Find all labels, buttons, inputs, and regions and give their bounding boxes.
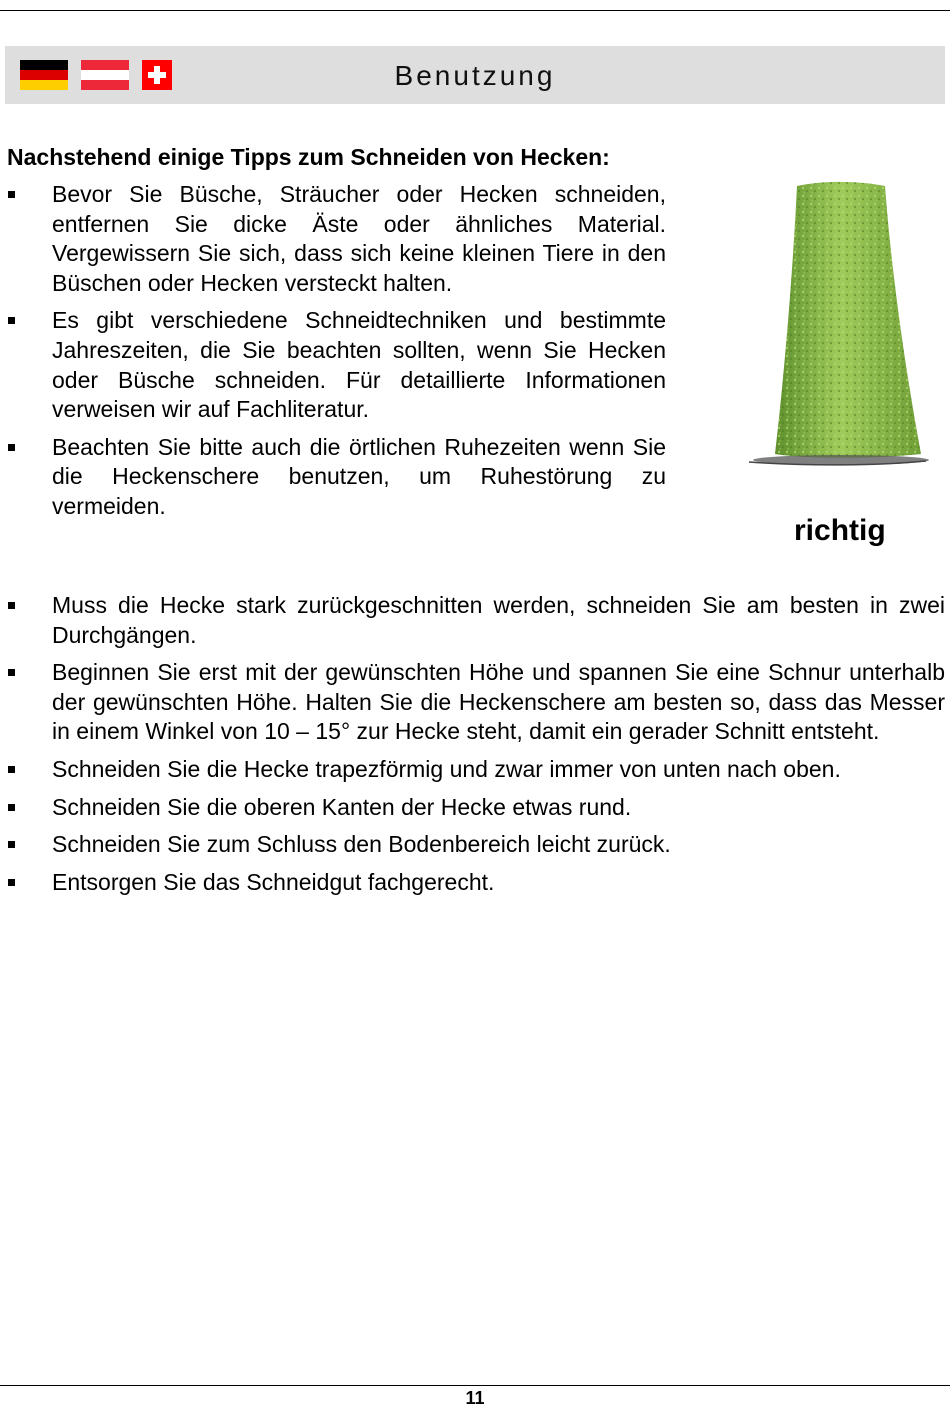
tips-list-narrow [7, 180, 666, 530]
tip-text: Beachten Sie bitte auch die örtlichen Ruhezeiten wenn Sie die Heckenschere benutzen, um Ruhestörung zu vermeiden. [52, 433, 666, 519]
list-item [7, 755, 945, 785]
list-item [7, 433, 666, 522]
list-item [7, 793, 945, 823]
footer-rule [0, 1385, 950, 1386]
tip-text: Es gibt verschiedene Schneidtechniken und bestimmte Jahreszeiten, die Sie beachten sollten, wenn Sie Hecken oder Büsche schneiden. Für detaillierte Informationen verweisen wir auf Fachliteratur. [52, 307, 666, 423]
list-item [7, 830, 945, 860]
tip-text: Bevor Sie Büsche, Sträucher oder Hecken schneiden, entfernen Sie dicke Äste oder ähnliches Material. Vergewissern Sie sich, dass sich keine kleinen Tiere in den Büschen oder Hecken versteckt halten. [52, 181, 666, 296]
list-item [7, 180, 666, 298]
figure-caption: richtig [794, 514, 886, 547]
top-rule [0, 10, 950, 11]
tip-text: Schneiden Sie zum Schluss den Bodenbereich leicht zurück. [52, 831, 671, 858]
section-title: Benutzung [394, 60, 556, 91]
page-number: 11 [465, 1388, 485, 1408]
tip-text: Beginnen Sie erst mit der gewünschten Höhe und spannen Sie eine Schnur unterhalb der gewünschten Höhe. Halten Sie die Heckenschere am besten so, dass das Messer in einem Winkel von 10 – 15° zur Hecke steht, damit ein gerader Schnitt entsteht. [52, 659, 945, 745]
tips-list-wide [7, 591, 945, 905]
list-item [7, 306, 666, 424]
tip-text: Schneiden Sie die Hecke trapezförmig und zwar immer von unten nach oben. [52, 755, 841, 782]
tip-text: Muss die Hecke stark zurückgeschnitten werden, schneiden Sie am besten in zwei Durchgängen. [52, 592, 945, 648]
tip-text: Entsorgen Sie das Schneidgut fachgerecht. [52, 868, 495, 895]
intro-heading: Nachstehend einige Tipps zum Schneiden von Hecken: [7, 144, 610, 170]
list-item [7, 591, 945, 650]
tip-text: Schneiden Sie die oberen Kanten der Hecke etwas rund. [52, 793, 632, 820]
trapezoid-hedge-illustration [745, 178, 930, 474]
list-item [7, 658, 945, 747]
header-bar [5, 46, 945, 104]
list-item [7, 868, 945, 898]
